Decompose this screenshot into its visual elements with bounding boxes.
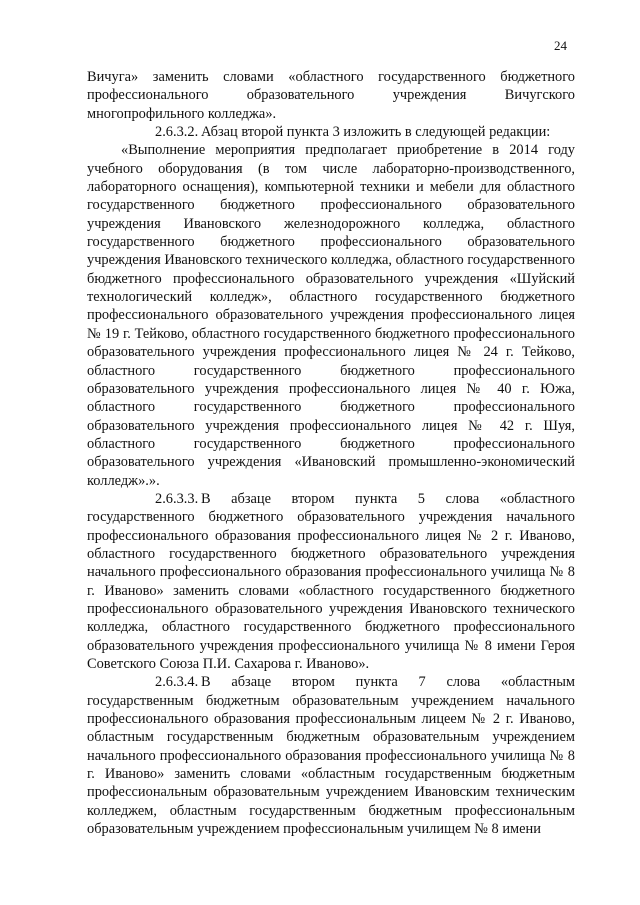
page-number: 24 (554, 38, 567, 53)
clause-2-6-3-3 (87, 490, 575, 673)
clause-number: 2.6.3.4. (155, 674, 199, 691)
clause-number: 2.6.3.2. (155, 124, 199, 141)
paragraph-text: «Выполнение мероприятия предполагает приобретение в 2014 году учебного оборудования (в том числе лабораторно-производственного, лабораторного оснащения), компьютерной техники и мебели для областного государственного бюджетного профессионального образовательного учреждения Ивановского железнодорожного колледжа, областного государственного бюджетного профессионального образовательного учреждения Ивановского технического колледжа, областного государственного бюджетного профессионального образовательного учреждения «Шуйский технологический колледж», областного государственного бюджетного профессионального образовательного учреждения профессионального лицея № 19 г. Тейково, областного государственного бюджетного профессионального образовательного учреждения профессионального лицея № 24 г. Тейково, областного государственного бюджетного профессионального образовательного учреждения профессионального лицея № 40 г. Южа, областного государственного бюджетного профессионального образовательного учреждения профессионального лицея № 42 г. Шуя, областного государственного бюджетного профессионального образовательного учреждения «Ивановский промышленно-экономический колледж».». (87, 142, 575, 489)
clause-2-6-3-4 (87, 673, 575, 838)
paragraph-text: Вичуга» заменить словами «областного государственного бюджетного профессионального образовательного учреждения Вичугского многопрофильного колледжа». (87, 69, 575, 122)
clause-text: В абзаце втором пункта 7 слова «областным государственным бюджетным образовательным учреждением начального профессионального образования профессиональным лицеем № 2 г. Иваново, областным государственным бюджетным образовательным учреждением начального профессионального образования профессионального училища № 8 г. Иваново» заменить словами «областным государственным бюджетным профессиональным образовательным учреждением Ивановским техническим колледжем, областным государственным бюджетным профессиональным образовательным учреждением профессиональным училищем № 8 имени (87, 674, 575, 838)
paragraph-continuation (87, 68, 575, 123)
document-body (87, 68, 575, 838)
clause-number: 2.6.3.3. (155, 490, 199, 507)
quoted-paragraph (87, 141, 575, 490)
clause-2-6-3-2 (87, 123, 575, 141)
clause-text: Абзац второй пункта 3 изложить в следующей редакции: (201, 124, 551, 141)
clause-text: В абзаце втором пункта 5 слова «областного государственного бюджетного образовательного учреждения начального профессионального образования профессионального лицея № 2 г. Иваново, областного государственного бюджетного образовательного учреждения начального профессионального образования профессионального училища № 8 г. Иваново» заменить словами «областного государственного бюджетного профессионального образовательного учреждения Ивановского технического колледжа, областного государственного бюджетного профессионального образовательного учреждения профессионального училища № 8 имени Героя Советского Союза П.И. Сахарова г. Иваново». (87, 490, 575, 672)
